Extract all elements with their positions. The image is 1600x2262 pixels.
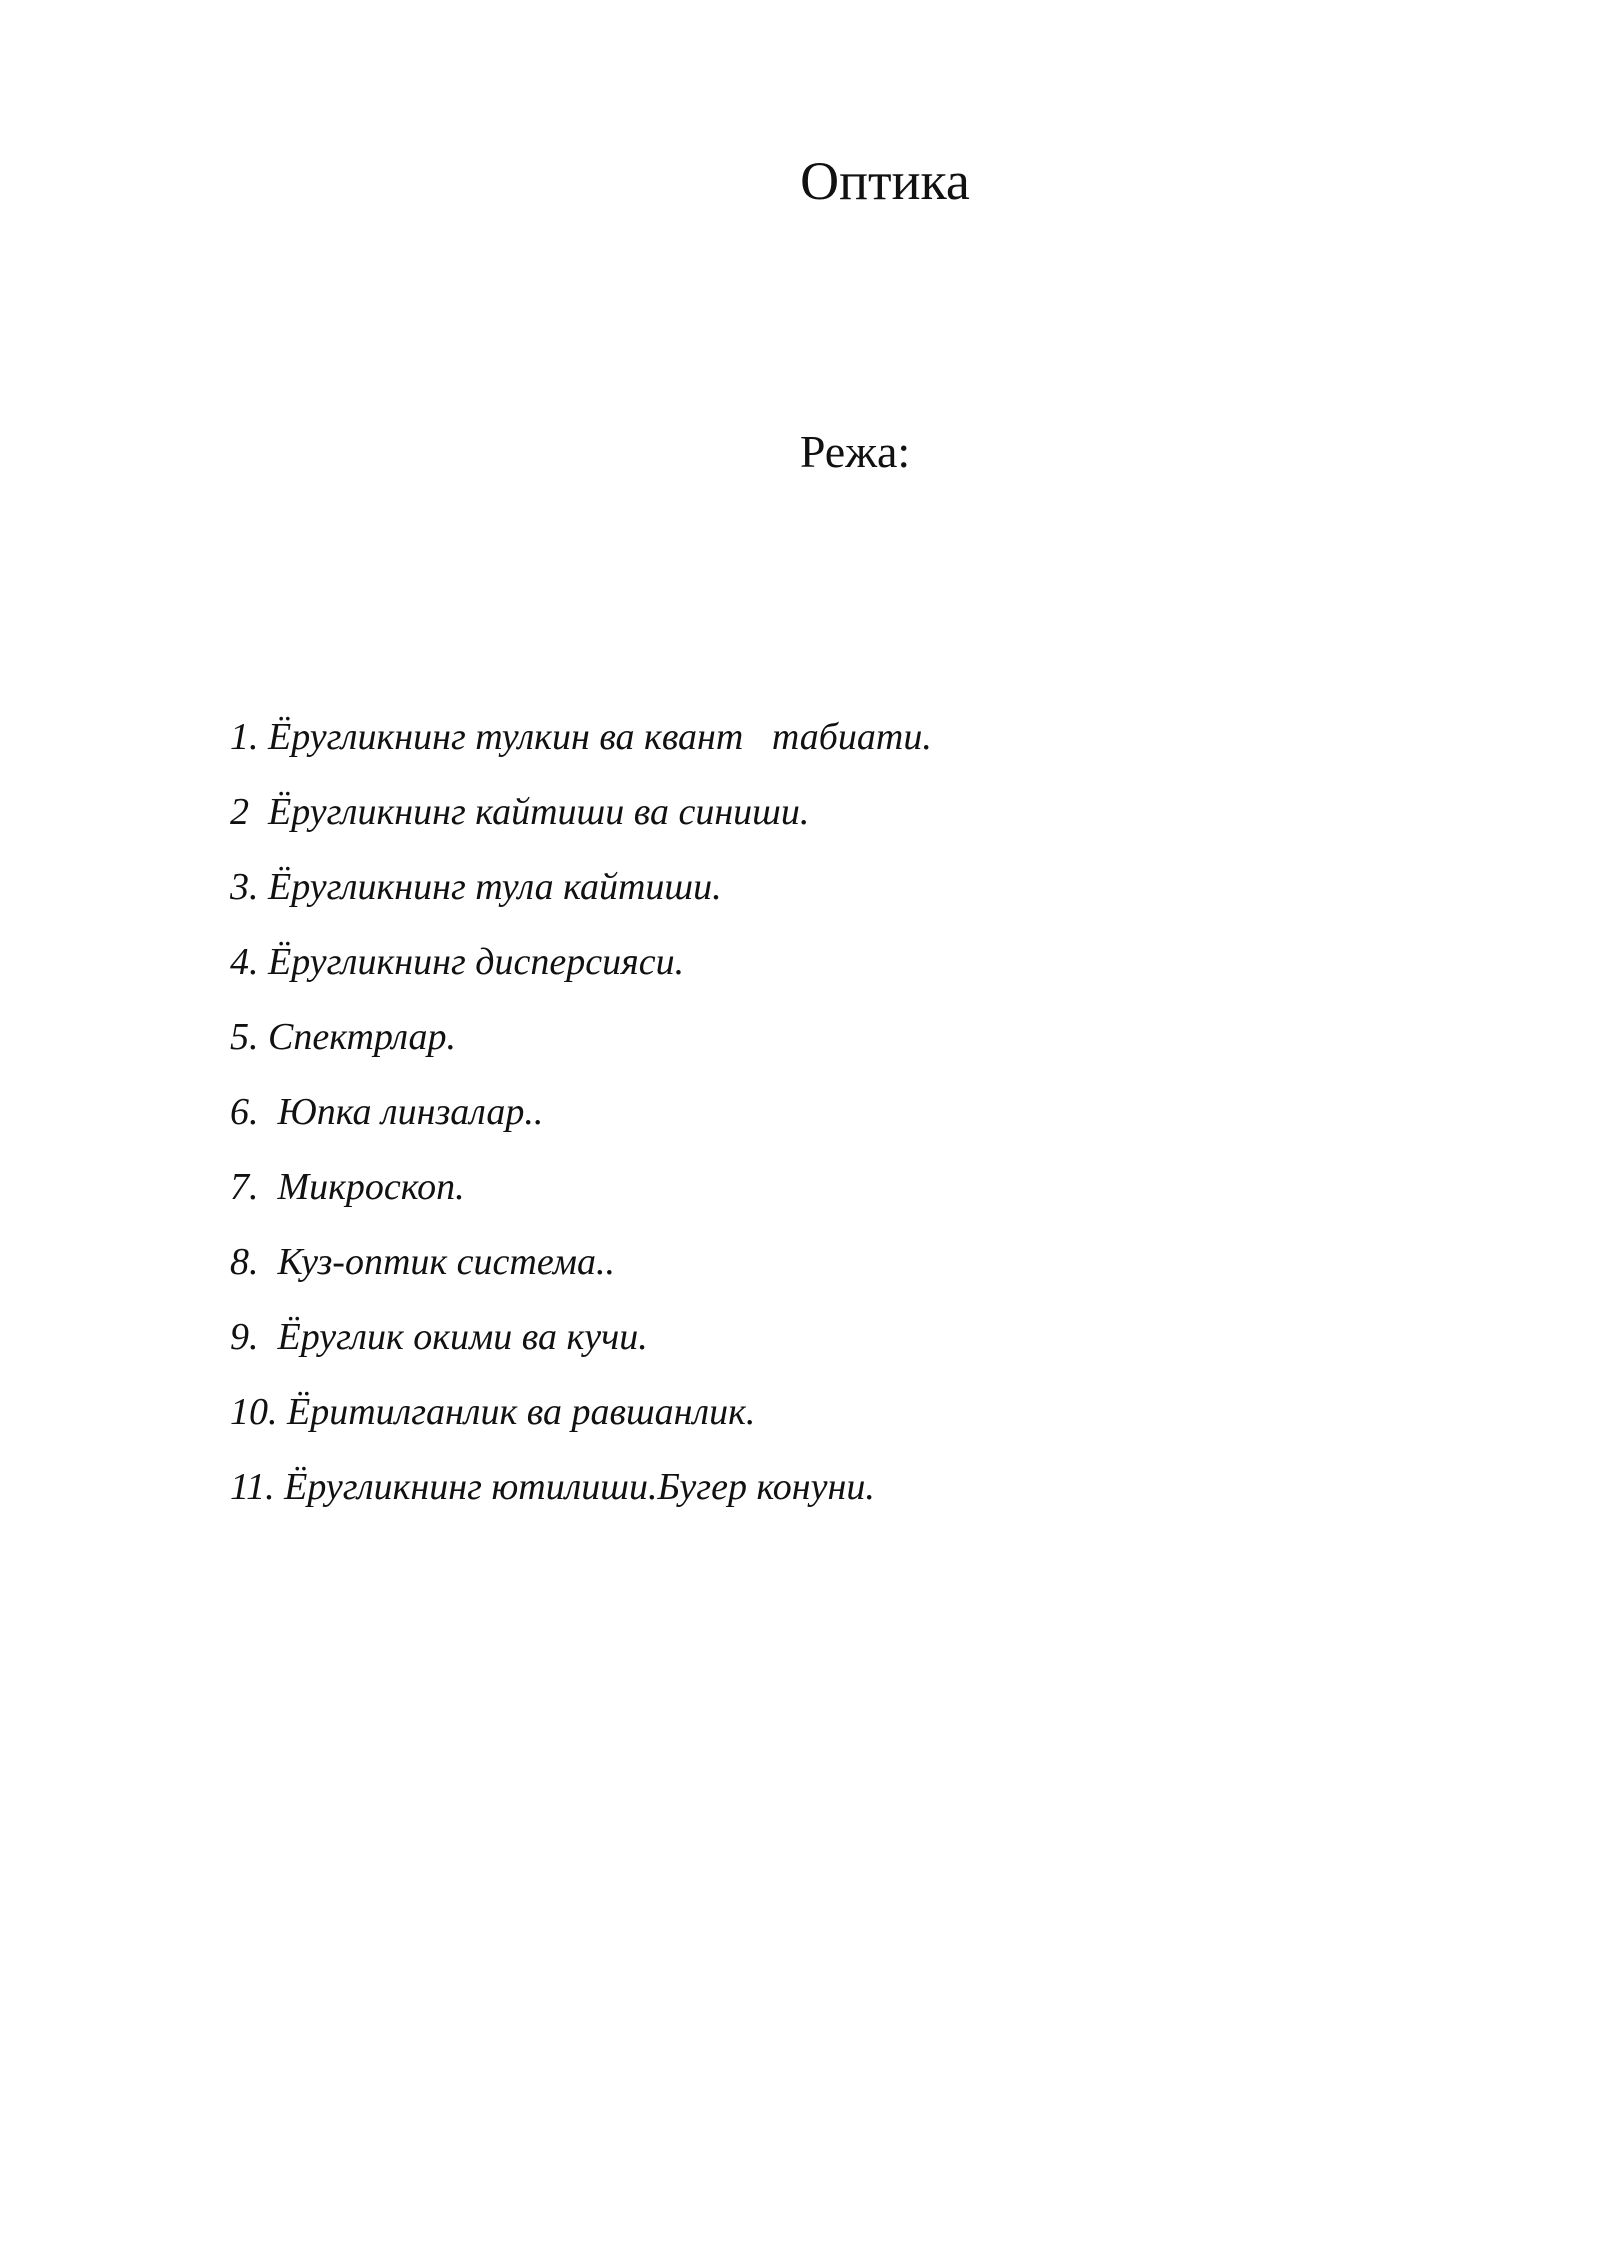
plan-item-10: 10. Ёритилганлик ва равшанлик.	[230, 1391, 756, 1433]
plan-item-1: 1. Ёругликнинг тулкин ва квант табиати.	[230, 716, 932, 758]
plan-item-6: 6. Юпка линзалар..	[230, 1091, 544, 1133]
plan-list	[230, 700, 932, 1525]
plan-item-5: 5. Спектрлар.	[230, 1016, 457, 1058]
plan-item-7: 7. Микроскоп.	[230, 1166, 465, 1208]
plan-item-4: 4. Ёругликнинг дисперсияси.	[230, 941, 685, 983]
plan-item-8: 8. Куз-оптик система..	[230, 1241, 616, 1283]
plan-item-3: 3. Ёругликнинг тула кайтиши.	[230, 866, 722, 908]
plan-heading: Режа:	[799, 426, 911, 477]
plan-item-9: 9. Ёруглик окими ва кучи.	[230, 1316, 648, 1358]
plan-item-2: 2 Ёругликнинг кайтиши ва синиши.	[230, 791, 810, 833]
document-title: Оптика	[800, 151, 970, 211]
plan-item-11: 11. Ёругликнинг ютилиши.Бугер конуни.	[230, 1466, 875, 1508]
